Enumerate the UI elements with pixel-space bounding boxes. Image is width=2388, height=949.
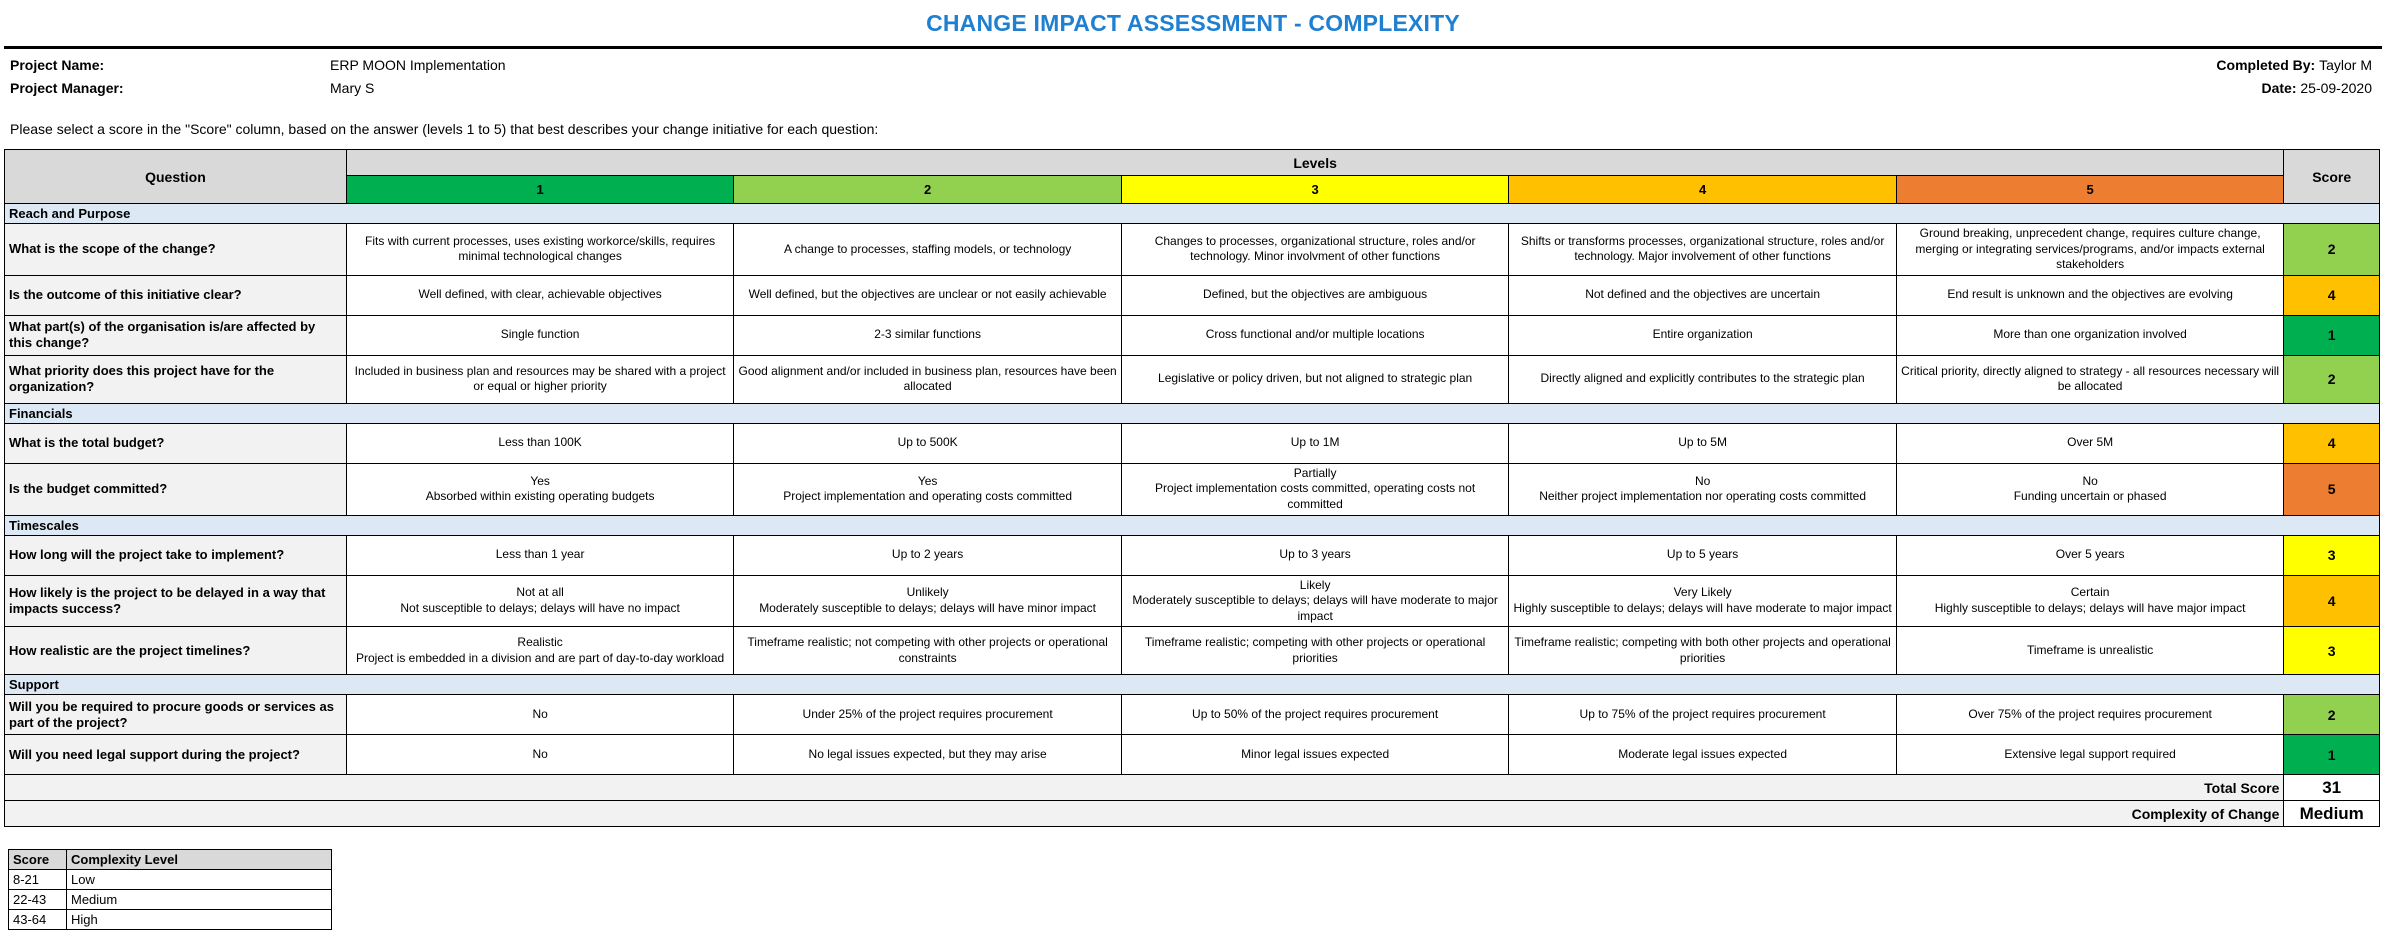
- level-5-cell: Ground breaking, unprecedent change, requires culture change, merging or integrating services/programs, and/or impacts external stakeholders: [1896, 224, 2284, 276]
- level-3-cell: Up to 1M: [1121, 423, 1509, 463]
- score-cell[interactable]: 4: [2284, 575, 2380, 627]
- level-3-cell: Likely Moderately susceptible to delays; delays will have moderate to major impact: [1121, 575, 1509, 627]
- table-row: [5, 575, 2380, 627]
- level-4-cell: Up to 5 years: [1509, 535, 1897, 575]
- date-value[interactable]: 25-09-2020: [2300, 80, 2372, 96]
- complexity-legend-table: [8, 849, 332, 930]
- completed-by-row: [2216, 57, 2372, 80]
- table-row: [5, 695, 2380, 735]
- legend-body: [9, 870, 332, 930]
- level-5-cell: Over 5 years: [1896, 535, 2284, 575]
- table-row: [5, 224, 2380, 276]
- level-2-cell: Yes Project implementation and operating costs committed: [734, 463, 1122, 515]
- level-1-cell: Not at all Not susceptible to delays; delays will have no impact: [346, 575, 734, 627]
- completion-meta: [2216, 57, 2372, 103]
- level-4-cell: Timeframe realistic; competing with both other projects and operational priorities: [1509, 627, 1897, 675]
- legend-header-row: [9, 850, 332, 870]
- total-label: Total Score: [5, 775, 2284, 801]
- score-cell[interactable]: 2: [2284, 695, 2380, 735]
- level-1-cell: Single function: [346, 315, 734, 355]
- total-value: Medium: [2284, 801, 2380, 827]
- level-5-cell: Timeframe is unrealistic: [1896, 627, 2284, 675]
- level-2-cell: Good alignment and/or included in business plan, resources have been allocated: [734, 355, 1122, 403]
- level-5-cell: Over 75% of the project requires procurement: [1896, 695, 2284, 735]
- question-cell: How long will the project take to implement?: [5, 535, 347, 575]
- level-5-cell: Extensive legal support required: [1896, 735, 2284, 775]
- level-3-cell: Partially Project implementation costs committed, operating costs not committed: [1121, 463, 1509, 515]
- legend-complexity-level: Medium: [67, 890, 332, 910]
- level-header-3: 3: [1121, 176, 1509, 204]
- project-manager-label: Project Manager:: [10, 80, 124, 96]
- header-row-levels: [5, 176, 2380, 204]
- level-2-cell: Well defined, but the objectives are unclear or not easily achievable: [734, 275, 1122, 315]
- level-3-cell: Changes to processes, organizational structure, roles and/or technology. Minor involvment of other functions: [1121, 224, 1509, 276]
- legend-header-score: Score: [9, 850, 67, 870]
- table-row: [5, 463, 2380, 515]
- question-cell: Will you need legal support during the project?: [5, 735, 347, 775]
- level-3-cell: Legislative or policy driven, but not aligned to strategic plan: [1121, 355, 1509, 403]
- table-row: [5, 627, 2380, 675]
- level-5-cell: Over 5M: [1896, 423, 2284, 463]
- level-5-cell: Critical priority, directly aligned to strategy - all resources necessary will be allocated: [1896, 355, 2284, 403]
- level-header-5: 5: [1896, 176, 2284, 204]
- level-3-cell: Up to 3 years: [1121, 535, 1509, 575]
- project-meta: [4, 49, 2382, 111]
- level-4-cell: No Neither project implementation nor operating costs committed: [1509, 463, 1897, 515]
- legend-wrapper: [4, 849, 2382, 930]
- table-row: [5, 355, 2380, 403]
- instruction-text: Please select a score in the "Score" column, based on the answer (levels 1 to 5) that best describes your change initiative for each question:: [10, 121, 879, 137]
- legend-score-range: 22-43: [9, 890, 67, 910]
- level-1-cell: Well defined, with clear, achievable objectives: [346, 275, 734, 315]
- project-manager-value[interactable]: Mary S: [330, 80, 375, 96]
- level-5-cell: Certain Highly susceptible to delays; delays will have major impact: [1896, 575, 2284, 627]
- level-3-cell: Cross functional and/or multiple locations: [1121, 315, 1509, 355]
- legend-header-level: Complexity Level: [67, 850, 332, 870]
- section-row: [5, 515, 2380, 535]
- score-cell[interactable]: 5: [2284, 463, 2380, 515]
- completed-by-value[interactable]: Taylor M: [2319, 57, 2372, 73]
- level-2-cell: 2-3 similar functions: [734, 315, 1122, 355]
- level-header-2: 2: [734, 176, 1122, 204]
- title-band: [4, 0, 2382, 49]
- level-3-cell: Timeframe realistic; competing with other projects or operational priorities: [1121, 627, 1509, 675]
- question-cell: What priority does this project have for the organization?: [5, 355, 347, 403]
- question-cell: What is the scope of the change?: [5, 224, 347, 276]
- level-1-cell: Fits with current processes, uses existing workorce/skills, requires minimal technological changes: [346, 224, 734, 276]
- level-1-cell: Less than 100K: [346, 423, 734, 463]
- level-4-cell: Entire organization: [1509, 315, 1897, 355]
- score-cell[interactable]: 1: [2284, 735, 2380, 775]
- section-row: [5, 204, 2380, 224]
- question-cell: How likely is the project to be delayed in a way that impacts success?: [5, 575, 347, 627]
- date-label: Date:: [2261, 80, 2297, 96]
- levels-column-header: Levels: [346, 150, 2284, 176]
- question-column-header: Question: [5, 150, 347, 204]
- level-3-cell: Up to 50% of the project requires procurement: [1121, 695, 1509, 735]
- level-1-cell: Less than 1 year: [346, 535, 734, 575]
- table-row: [5, 275, 2380, 315]
- table-row: [5, 735, 2380, 775]
- level-4-cell: Up to 75% of the project requires procurement: [1509, 695, 1897, 735]
- project-name-row: [4, 57, 2382, 80]
- legend-complexity-level: High: [67, 910, 332, 930]
- question-cell: What part(s) of the organisation is/are affected by this change?: [5, 315, 347, 355]
- score-cell[interactable]: 2: [2284, 355, 2380, 403]
- level-header-4: 4: [1509, 176, 1897, 204]
- section-title: Financials: [5, 403, 2380, 423]
- section-title: Reach and Purpose: [5, 204, 2380, 224]
- level-3-cell: Minor legal issues expected: [1121, 735, 1509, 775]
- question-cell: Will you be required to procure goods or services as part of the project?: [5, 695, 347, 735]
- page-title: CHANGE IMPACT ASSESSMENT - COMPLEXITY: [926, 9, 1460, 36]
- score-cell[interactable]: 3: [2284, 535, 2380, 575]
- total-row: [5, 775, 2380, 801]
- level-1-cell: No: [346, 695, 734, 735]
- level-5-cell: No Funding uncertain or phased: [1896, 463, 2284, 515]
- level-header-1: 1: [346, 176, 734, 204]
- project-name-label: Project Name:: [10, 57, 105, 73]
- date-row: [2216, 80, 2372, 103]
- level-1-cell: Included in business plan and resources may be shared with a project or equal or higher priority: [346, 355, 734, 403]
- question-cell: What is the total budget?: [5, 423, 347, 463]
- total-value: 31: [2284, 775, 2380, 801]
- project-manager-row: [4, 80, 2382, 103]
- level-4-cell: Moderate legal issues expected: [1509, 735, 1897, 775]
- level-4-cell: Up to 5M: [1509, 423, 1897, 463]
- level-4-cell: Not defined and the objectives are uncertain: [1509, 275, 1897, 315]
- question-cell: Is the outcome of this initiative clear?: [5, 275, 347, 315]
- completed-by-label: Completed By:: [2216, 57, 2316, 73]
- total-label: Complexity of Change: [5, 801, 2284, 827]
- legend-score-range: 43-64: [9, 910, 67, 930]
- level-2-cell: Up to 500K: [734, 423, 1122, 463]
- level-2-cell: Up to 2 years: [734, 535, 1122, 575]
- score-cell[interactable]: 4: [2284, 275, 2380, 315]
- section-row: [5, 403, 2380, 423]
- legend-row: [9, 890, 332, 910]
- score-cell[interactable]: 2: [2284, 224, 2380, 276]
- total-row: [5, 801, 2380, 827]
- level-5-cell: End result is unknown and the objectives are evolving: [1896, 275, 2284, 315]
- question-cell: How realistic are the project timelines?: [5, 627, 347, 675]
- section-title: Timescales: [5, 515, 2380, 535]
- table-body: [5, 204, 2380, 827]
- level-1-cell: Realistic Project is embedded in a division and are part of day-to-day workload: [346, 627, 734, 675]
- level-2-cell: Under 25% of the project requires procurement: [734, 695, 1122, 735]
- level-2-cell: A change to processes, staffing models, or technology: [734, 224, 1122, 276]
- level-2-cell: Timeframe realistic; not competing with other projects or operational constraints: [734, 627, 1122, 675]
- level-1-cell: No: [346, 735, 734, 775]
- level-3-cell: Defined, but the objectives are ambiguous: [1121, 275, 1509, 315]
- table-head: [5, 150, 2380, 204]
- level-2-cell: No legal issues expected, but they may arise: [734, 735, 1122, 775]
- score-cell[interactable]: 4: [2284, 423, 2380, 463]
- question-cell: Is the budget committed?: [5, 463, 347, 515]
- assessment-table: [4, 149, 2380, 827]
- level-5-cell: More than one organization involved: [1896, 315, 2284, 355]
- legend-complexity-level: Low: [67, 870, 332, 890]
- level-4-cell: Very Likely Highly susceptible to delays; delays will have moderate to major impact: [1509, 575, 1897, 627]
- level-4-cell: Shifts or transforms processes, organizational structure, roles and/or technology. Major involvement of other functions: [1509, 224, 1897, 276]
- section-title: Support: [5, 675, 2380, 695]
- score-cell[interactable]: 1: [2284, 315, 2380, 355]
- level-2-cell: Unlikely Moderately susceptible to delays; delays will have minor impact: [734, 575, 1122, 627]
- section-row: [5, 675, 2380, 695]
- score-column-header: Score: [2284, 150, 2380, 204]
- table-row: [5, 535, 2380, 575]
- table-row: [5, 315, 2380, 355]
- project-name-value[interactable]: ERP MOON Implementation: [330, 57, 506, 73]
- header-row-top: [5, 150, 2380, 176]
- score-cell[interactable]: 3: [2284, 627, 2380, 675]
- level-1-cell: Yes Absorbed within existing operating budgets: [346, 463, 734, 515]
- legend-row: [9, 870, 332, 890]
- level-4-cell: Directly aligned and explicitly contributes to the strategic plan: [1509, 355, 1897, 403]
- legend-score-range: 8-21: [9, 870, 67, 890]
- table-row: [5, 423, 2380, 463]
- legend-row: [9, 910, 332, 930]
